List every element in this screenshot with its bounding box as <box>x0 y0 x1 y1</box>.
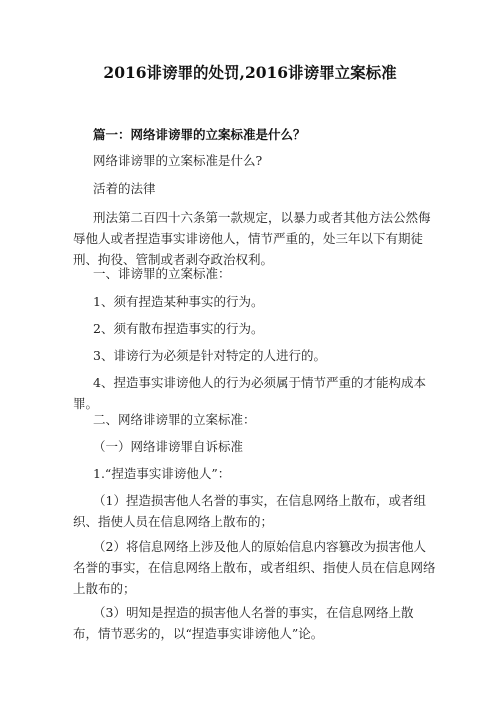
paragraph: （2）将信息网络上涉及他人的原始信息内容篡改为损害他人名誉的事实，在信息网络上散布，或者组织、指使人员在信息网络上散布的； <box>73 539 436 596</box>
paragraph: 活着的法律 <box>93 181 156 196</box>
paragraph: 2、须有散布捏造事实的行为。 <box>93 321 264 336</box>
paragraph: 网络诽谤罪的立案标准是什么? <box>93 153 263 168</box>
paragraph: 一、诽谤罪的立案标准： <box>93 266 231 281</box>
paragraph: 1.“捏造事实诽谤他人”： <box>93 466 231 481</box>
paragraph: （一）网络诽谤罪自诉标准 <box>93 439 244 454</box>
paragraph: （1）捏造损害他人名誉的事实，在信息网络上散布，或者组织、指使人员在信息网络上散布的； <box>73 493 426 529</box>
paragraph: 刑法第二百四十六条第一款规定，以暴力或者其他方法公然侮辱他人或者捏造事实诽谤他人，情节严重的，处三年以下有期徒刑、拘役、管制或者剥夺政治权利。 <box>73 210 431 267</box>
paragraph: 1、须有捏造某种事实的行为。 <box>93 294 264 309</box>
document-title: 2016诽谤罪的处罚,2016诽谤罪立案标准 <box>103 63 397 82</box>
paragraph: （3）明知是捏造的损害他人名誉的事实，在信息网络上散布，情节恶劣的，以“捏造事实诽谤他人”论。 <box>73 605 414 641</box>
paragraph: 3、诽谤行为必须是针对特定的人进行的。 <box>93 348 326 363</box>
paragraph: 二、网络诽谤罪的立案标准： <box>93 412 256 427</box>
section-heading: 篇一：网络诽谤罪的立案标准是什么？ <box>93 127 306 142</box>
paragraph: 4、捏造事实诽谤他人的行为必须属于情节严重的才能构成本罪。 <box>73 375 426 411</box>
